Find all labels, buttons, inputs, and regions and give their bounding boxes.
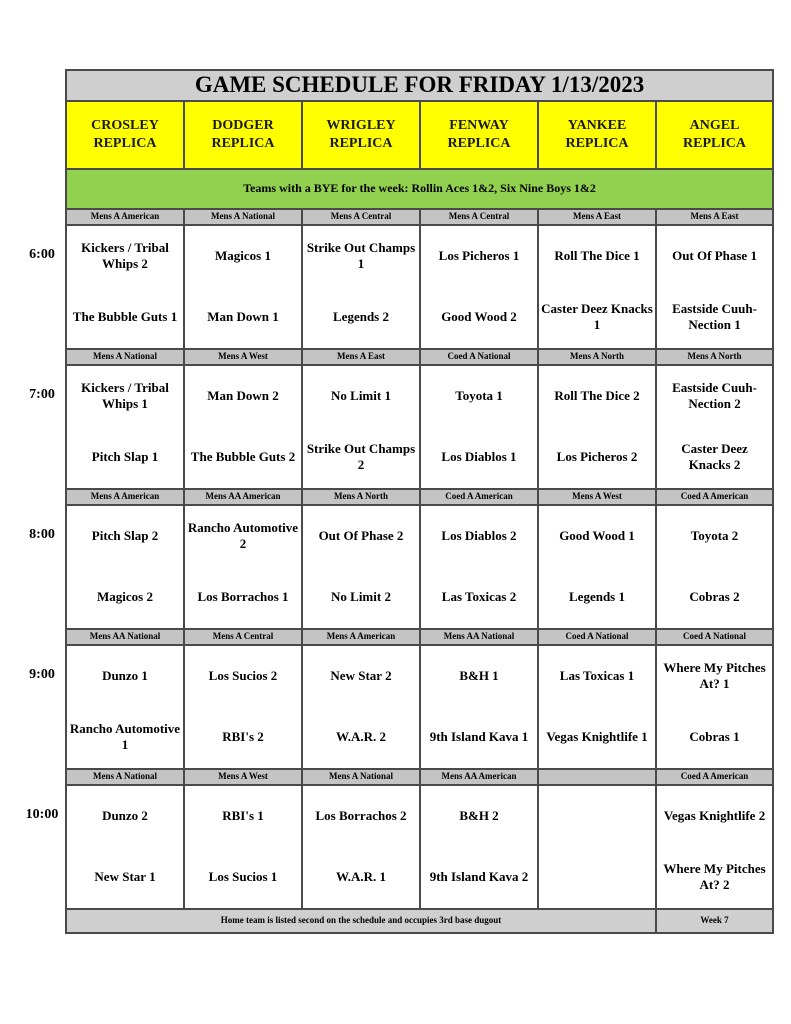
away-team: Los Diablos 2	[441, 528, 517, 544]
game-cell	[302, 505, 420, 629]
away-team: Magicos 1	[215, 248, 271, 264]
division-row	[66, 349, 773, 365]
home-team: Los Borrachos 1	[197, 589, 289, 605]
schedule-table	[65, 69, 774, 934]
division-label: Coed A American	[656, 489, 773, 505]
home-team: No Limit 2	[331, 589, 391, 605]
away-team: Out Of Phase 2	[318, 528, 404, 544]
away-team: Las Toxicas 1	[559, 668, 635, 684]
away-team	[541, 786, 653, 847]
field-name: YANKEE	[567, 118, 627, 134]
home-team: 9th Island Kava 1	[429, 729, 529, 745]
home-team: Cobras 2	[689, 589, 740, 605]
game-row	[66, 365, 773, 489]
field-header-crosley	[66, 101, 184, 169]
division-label: Mens A North	[656, 349, 773, 365]
game-cell	[538, 225, 656, 349]
away-team: New Star 2	[330, 668, 392, 684]
division-row	[66, 769, 773, 785]
game-cell	[184, 645, 302, 769]
field-sub: REPLICA	[447, 135, 511, 151]
away-team: No Limit 1	[331, 388, 391, 404]
game-row	[66, 645, 773, 769]
home-team: Pitch Slap 1	[91, 449, 159, 465]
division-label: Mens A American	[66, 209, 184, 225]
game-cell	[302, 225, 420, 349]
away-team: Out Of Phase 1	[672, 248, 757, 264]
game-cell	[420, 645, 538, 769]
division-label: Coed A National	[656, 629, 773, 645]
division-label: Mens A American	[302, 629, 420, 645]
game-row	[66, 505, 773, 629]
game-cell	[656, 645, 773, 769]
game-cell	[302, 645, 420, 769]
field-header-wrigley	[302, 101, 420, 169]
home-team: Los Sucios 1	[208, 869, 278, 885]
game-cell	[656, 785, 773, 909]
game-cell	[538, 645, 656, 769]
away-team: Rancho Automotive 2	[187, 520, 299, 552]
division-label: Coed A National	[420, 349, 538, 365]
division-label: Mens A West	[184, 349, 302, 365]
field-sub: REPLICA	[93, 135, 157, 151]
home-team: Los Diablos 1	[441, 449, 517, 465]
division-label: Coed A American	[656, 769, 773, 785]
field-header-yankee	[538, 101, 656, 169]
home-team	[541, 847, 653, 908]
field-header-angel	[656, 101, 773, 169]
game-cell	[66, 785, 184, 909]
division-label: Mens A Central	[184, 629, 302, 645]
game-cell	[656, 505, 773, 629]
game-cell	[656, 225, 773, 349]
division-row	[66, 489, 773, 505]
away-team: Man Down 2	[207, 388, 279, 404]
game-cell	[420, 785, 538, 909]
division-label: Mens A National	[66, 769, 184, 785]
home-team: 9th Island Kava 2	[429, 869, 529, 885]
field-name: FENWAY	[449, 118, 509, 134]
division-label: Mens AA American	[420, 769, 538, 785]
division-label	[538, 769, 656, 785]
away-team: Dunzo 2	[102, 808, 148, 824]
away-team: RBI's 1	[222, 808, 264, 824]
field-name: ANGEL	[689, 118, 740, 134]
home-team: Cobras 1	[689, 729, 740, 745]
away-team: Vegas Knightlife 2	[663, 808, 766, 824]
away-team: B&H 1	[459, 668, 499, 684]
home-team: W.A.R. 1	[335, 869, 387, 885]
division-row	[66, 629, 773, 645]
home-team: Good Wood 2	[441, 309, 517, 325]
game-cell	[420, 365, 538, 489]
home-team: The Bubble Guts 1	[72, 309, 178, 325]
home-team: Los Picheros 2	[556, 449, 638, 465]
division-label: Mens A East	[302, 349, 420, 365]
home-team: Legends 2	[333, 309, 389, 325]
field-sub: REPLICA	[211, 135, 275, 151]
division-label: Mens A West	[538, 489, 656, 505]
game-row	[66, 225, 773, 349]
game-cell	[184, 365, 302, 489]
division-label: Mens AA American	[184, 489, 302, 505]
away-team: Los Borrachos 2	[315, 808, 407, 824]
field-name: CROSLEY	[91, 118, 159, 134]
division-label: Mens A North	[302, 489, 420, 505]
away-team: B&H 2	[459, 808, 499, 824]
time-label: 9:00	[29, 666, 55, 682]
division-label: Coed A American	[420, 489, 538, 505]
time-label: 7:00	[29, 386, 55, 402]
game-cell	[184, 225, 302, 349]
home-team: Strike Out Champs 2	[306, 441, 416, 473]
time-label: 10:00	[25, 806, 59, 822]
game-cell	[184, 505, 302, 629]
division-row	[66, 209, 773, 225]
away-team: Pitch Slap 2	[91, 528, 159, 544]
away-team: Los Sucios 2	[208, 668, 278, 684]
field-sub: REPLICA	[565, 135, 629, 151]
away-team: Dunzo 1	[102, 668, 148, 684]
home-team: New Star 1	[94, 869, 156, 885]
home-team: Legends 1	[569, 589, 625, 605]
home-team: Caster Deez Knacks 1	[541, 301, 653, 333]
game-cell	[420, 505, 538, 629]
home-team: Man Down 1	[207, 309, 279, 325]
page-title: GAME SCHEDULE FOR FRIDAY 1/13/2023	[66, 70, 773, 101]
division-label: Mens AA National	[420, 629, 538, 645]
game-cell	[302, 785, 420, 909]
away-team: Kickers / Tribal Whips 2	[81, 240, 169, 272]
home-team: Where My Pitches At? 2	[663, 861, 766, 893]
division-label: Mens AA National	[66, 629, 184, 645]
away-team: Roll The Dice 1	[554, 248, 640, 264]
division-label: Mens A National	[66, 349, 184, 365]
away-team: Eastside Cuuh-Nection 2	[672, 380, 757, 412]
game-cell	[66, 225, 184, 349]
away-team: Toyota 2	[690, 528, 739, 544]
game-cell	[66, 365, 184, 489]
field-sub: REPLICA	[683, 135, 747, 151]
game-cell	[184, 785, 302, 909]
division-label: Mens A American	[66, 489, 184, 505]
footer-note: Home team is listed second on the schedule and occupies 3rd base dugout	[66, 909, 656, 933]
away-team: Roll The Dice 2	[554, 388, 640, 404]
away-team: Kickers / Tribal Whips 1	[81, 380, 169, 412]
division-label: Mens A East	[538, 209, 656, 225]
home-team: Caster Deez Knacks 2	[681, 441, 748, 473]
home-team: Eastside Cuuh-Nection 1	[672, 301, 757, 333]
game-cell	[66, 645, 184, 769]
week-label: Week 7	[656, 909, 773, 933]
time-label: 8:00	[29, 526, 55, 542]
game-cell	[302, 365, 420, 489]
division-label: Mens A National	[184, 209, 302, 225]
game-cell	[538, 365, 656, 489]
division-label: Mens A National	[302, 769, 420, 785]
away-team: Strike Out Champs 1	[306, 240, 416, 272]
division-label: Mens A North	[538, 349, 656, 365]
field-name: WRIGLEY	[326, 118, 396, 134]
division-label: Mens A West	[184, 769, 302, 785]
home-team: The Bubble Guts 2	[190, 449, 296, 465]
game-cell	[538, 785, 656, 909]
field-name: DODGER	[212, 118, 274, 134]
time-label: 6:00	[29, 246, 55, 262]
home-team: Rancho Automotive 1	[69, 721, 181, 753]
away-team: Toyota 1	[455, 388, 503, 404]
division-label: Mens A Central	[420, 209, 538, 225]
division-label: Coed A National	[538, 629, 656, 645]
division-label: Mens A Central	[302, 209, 420, 225]
away-team: Where My Pitches At? 1	[663, 660, 766, 692]
field-sub: REPLICA	[329, 135, 393, 151]
field-header-dodger	[184, 101, 302, 169]
game-cell	[66, 505, 184, 629]
game-row	[66, 785, 773, 909]
home-team: Las Toxicas 2	[441, 589, 517, 605]
game-cell	[656, 365, 773, 489]
field-header-fenway	[420, 101, 538, 169]
bye-banner: Teams with a BYE for the week: Rollin Aces 1&2, Six Nine Boys 1&2	[66, 169, 773, 209]
home-team: RBI's 2	[222, 729, 264, 745]
division-label: Mens A East	[656, 209, 773, 225]
away-team: Good Wood 1	[559, 528, 635, 544]
away-team: Los Picheros 1	[438, 248, 520, 264]
home-team: W.A.R. 2	[335, 729, 387, 745]
game-cell	[420, 225, 538, 349]
home-team: Vegas Knightlife 1	[546, 729, 648, 745]
game-cell	[538, 505, 656, 629]
home-team: Magicos 2	[97, 589, 153, 605]
